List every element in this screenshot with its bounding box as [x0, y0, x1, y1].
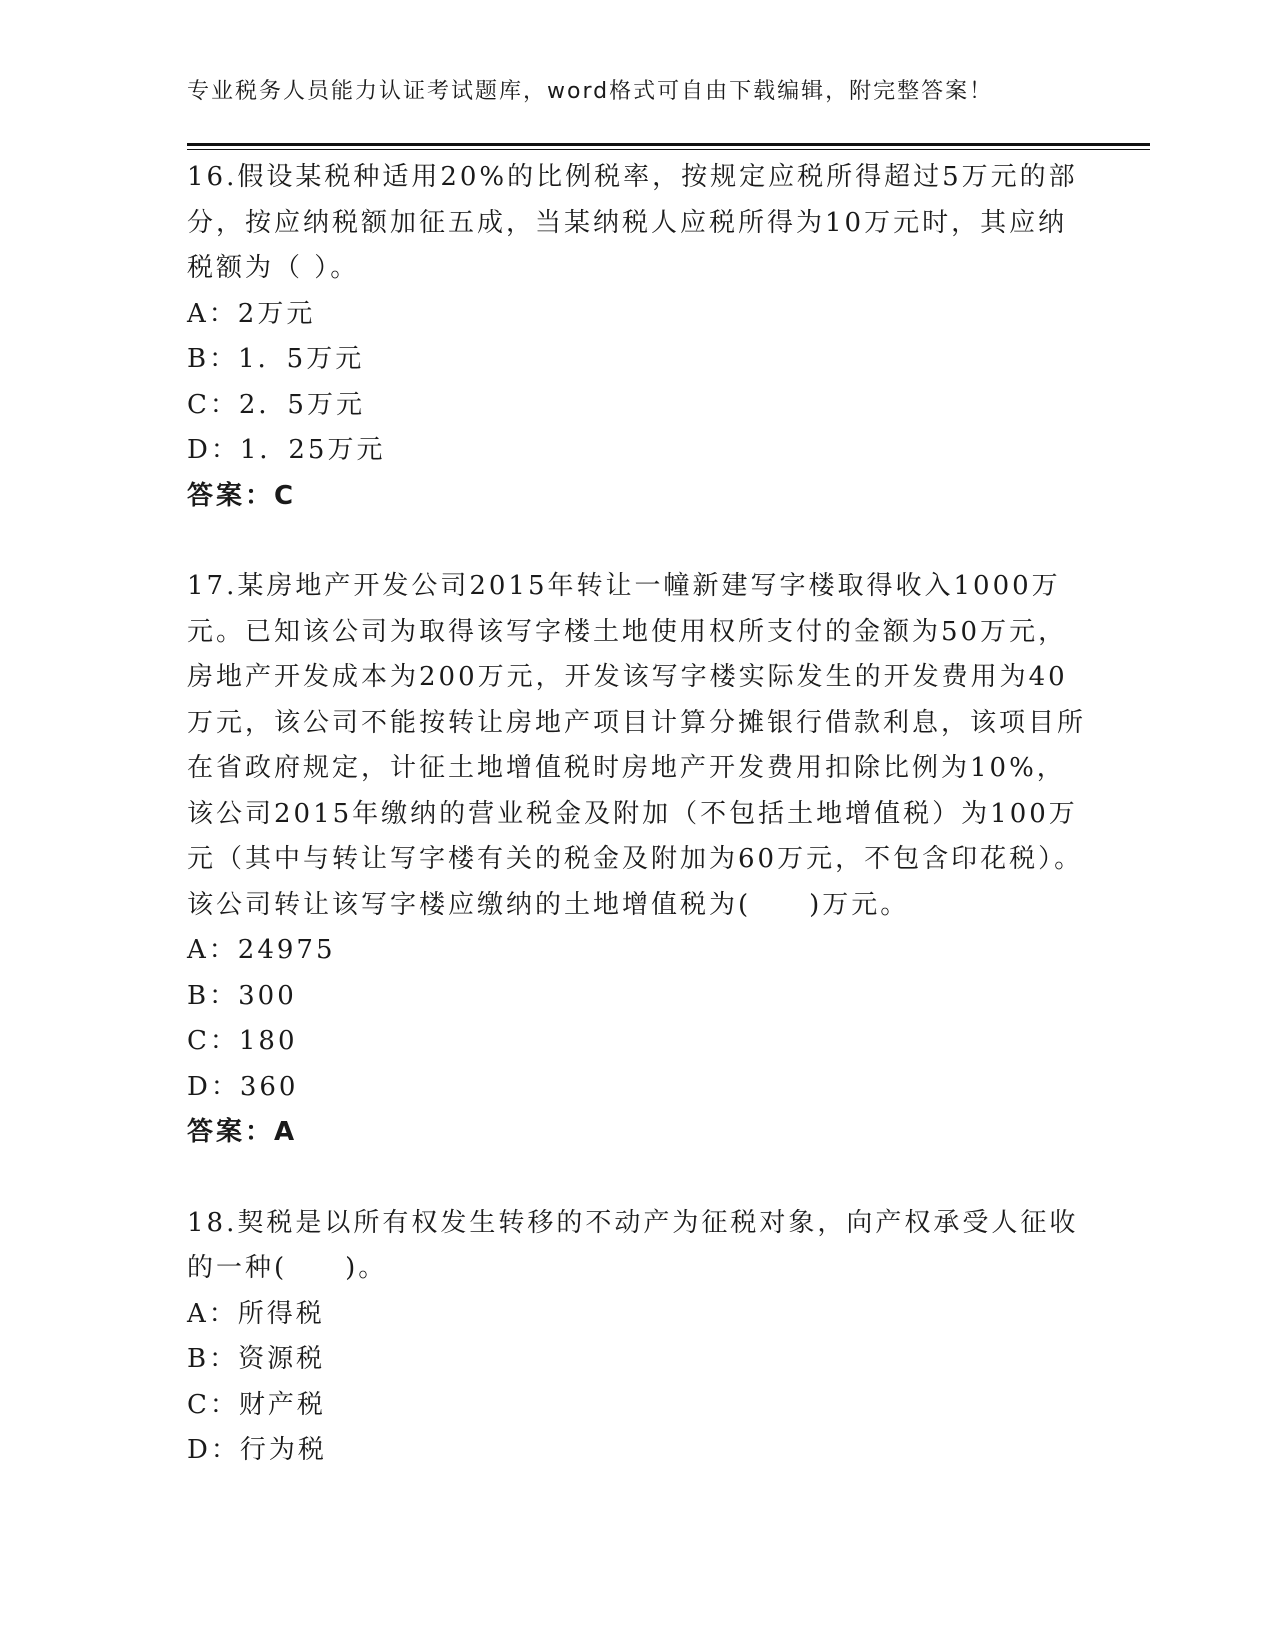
option-a: A：24975	[187, 935, 336, 965]
option-d: D：1．25万元	[187, 435, 386, 465]
page-header: 专业税务人员能力认证考试题库，word格式可自由下载编辑，附完整答案！	[187, 79, 994, 104]
option-b: B：资源税	[187, 1344, 326, 1374]
question-list	[187, 155, 1087, 1474]
header-divider-thin	[187, 149, 1150, 150]
question-text: 16.假设某税种适用20%的比例税率，按规定应税所得超过5万元的部分，按应纳税额加征五成，当某纳税人应税所得为10万元时，其应纳税额为（ ）。	[187, 162, 1078, 283]
option-d: D：行为税	[187, 1435, 327, 1465]
question-16	[187, 155, 1087, 519]
header-divider-thick	[187, 143, 1150, 146]
question-17	[187, 564, 1087, 1156]
option-a: A：2万元	[187, 298, 316, 329]
option-a: A：所得税	[187, 1298, 325, 1329]
option-c: C：180	[187, 1026, 298, 1056]
option-b: B：1．5万元	[187, 344, 365, 374]
question-spacer	[187, 519, 1087, 564]
option-d: D：360	[187, 1071, 299, 1102]
option-c: C：财产税	[187, 1389, 326, 1420]
question-text: 18.契税是以所有权发生转移的不动产为征税对象，向产权承受人征收的一种( )。	[187, 1207, 1079, 1283]
question-spacer	[187, 1156, 1087, 1201]
question-18	[187, 1201, 1087, 1474]
answer-line: 答案：C	[187, 480, 297, 511]
option-b: B：300	[187, 980, 297, 1011]
question-text: 17.某房地产开发公司2015年转让一幢新建写字楼取得收入1000万元。已知该公司为取得该写字楼土地使用权所支付的金额为50万元，房地产开发成本为200万元，开发该写字楼实际发生的开发费用为40万元，该公司不能按转让房地产项目计算分摊银行借款利息，该项目所在省政府规定，计征土地增值税时房地产开发费用扣除比例为10%，该公司2015年缴纳的营业税金及附加（不包括土地增值税）为100万元（其中与转让写字楼有关的税金及附加为60万元，不包含印花税）。该公司转让该写字楼应缴纳的土地增值税为( )万元。	[187, 571, 1087, 920]
option-c: C：2．5万元	[187, 389, 365, 420]
answer-line: 答案：A	[187, 1117, 298, 1147]
